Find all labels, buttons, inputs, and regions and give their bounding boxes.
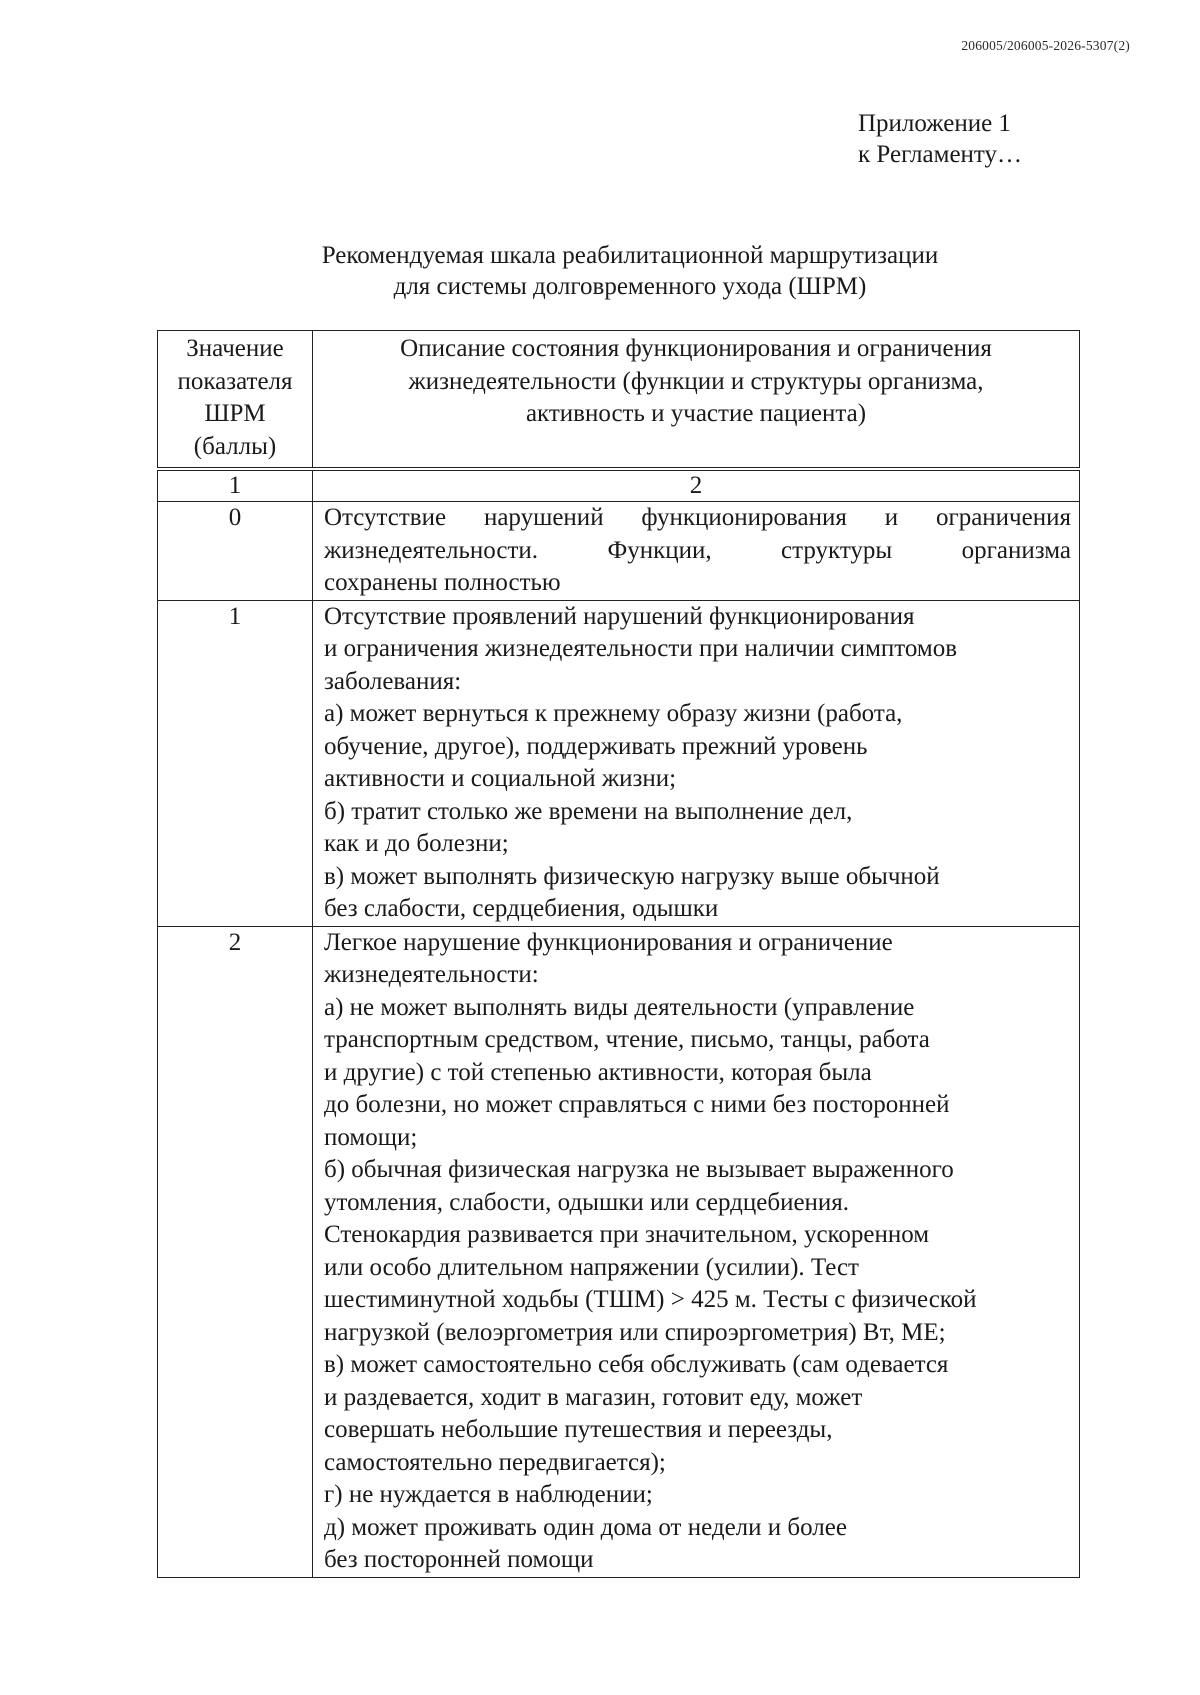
score-cell: 2 — [158, 926, 313, 1577]
description-line: б) тратит столько же времени на выполнение дел, — [324, 797, 853, 825]
description-line: и раздевается, ходит в магазин, готовит еду, может — [324, 1383, 863, 1411]
description-line: без слабости, сердцебиения, одышки — [324, 895, 719, 922]
header-score-line: показателя — [177, 367, 293, 395]
description-line: а) может вернуться к прежнему образу жизни (работа, — [324, 700, 903, 727]
description-line: как и до болезни; — [324, 830, 509, 857]
description-line: б) обычная физическая нагрузка не вызывает выраженного — [324, 1156, 954, 1183]
description-line: жизнедеятельности: — [324, 961, 539, 988]
score-cell: 0 — [158, 502, 313, 601]
column-number: 1 — [158, 469, 313, 502]
description-line: совершать небольшие путешествия и переезды, — [324, 1416, 833, 1443]
description-line: жизнедеятельности. Функции, структуры организма — [324, 536, 1071, 564]
description-line: Легкое нарушение функционирования и ограничение — [324, 928, 893, 956]
description-line: самостоятельно передвигается); — [324, 1448, 666, 1476]
description-cell — [313, 926, 1080, 1577]
header-description-line: Описание состояния функционирования и ограничения — [400, 335, 992, 362]
description-line: утомления, слабости, одышки или сердцебиения. — [324, 1188, 850, 1216]
table-row — [158, 502, 1080, 601]
description-line: и ограничения жизнедеятельности при наличии симптомов — [324, 635, 958, 662]
description-line: сохранены полностью — [324, 569, 561, 596]
description-line: в) может выполнять физическую нагрузку выше обычной — [324, 862, 940, 890]
description-line: в) может самостоятельно себя обслуживать (сам одевается — [324, 1351, 949, 1378]
description-line: транспортным средством, чтение, письмо, танцы, работа — [324, 1026, 930, 1053]
header-score-line: (баллы) — [193, 432, 277, 460]
description-cell — [313, 600, 1080, 926]
description-line: Стенокардия развивается при значительном, ускоренном — [324, 1221, 930, 1248]
table-header-row — [158, 331, 1080, 470]
document-title — [0, 240, 1200, 302]
description-line: шестиминутной ходьбы (ТШМ) > 425 м. Тесты с физической — [324, 1286, 977, 1313]
header-description-cell — [313, 331, 1080, 470]
table-row — [158, 926, 1080, 1577]
description-line: без посторонней помощи — [324, 1546, 594, 1573]
column-number: 2 — [313, 469, 1080, 502]
table-row — [158, 600, 1080, 926]
description-line: а) не может выполнять виды деятельности (управление — [324, 993, 915, 1021]
header-score-cell — [158, 331, 313, 470]
header-description-line: жизнедеятельности (функции и структуры организма, — [408, 367, 984, 395]
document-id: 206005/206005-2026-5307(2) — [961, 38, 1130, 53]
description-line: заболевания: — [324, 667, 462, 695]
description-line: обучение, другое), поддерживать прежний уровень — [324, 732, 868, 760]
column-number-row — [158, 469, 1080, 502]
title-line-2: для системы долговременного ухода (ШРМ) — [393, 273, 867, 300]
description-line: д) может проживать один дома от недели и более — [324, 1513, 847, 1541]
description-line: помощи; — [324, 1123, 418, 1151]
description-line: г) не нуждается в наблюдении; — [324, 1481, 653, 1508]
appendix-reference — [858, 108, 1022, 170]
description-line: или особо длительном напряжении (усилии). Тест — [324, 1253, 859, 1281]
description-cell — [313, 502, 1080, 601]
appendix-line-2: к Регламенту… — [858, 141, 1023, 168]
description-line: активности и социальной жизни; — [324, 765, 677, 792]
description-line: нагрузкой (велоэргометрия или спироэргометрия) Вт, МЕ; — [324, 1318, 946, 1346]
title-line-1: Рекомендуемая шкала реабилитационной маршрутизации — [321, 242, 939, 269]
description-line: Отсутствие нарушений функционирования и ограничения — [324, 504, 1071, 531]
description-line: и другие) с той степенью активности, которая была — [324, 1058, 872, 1086]
header-description-line: активность и участие пациента) — [525, 400, 867, 427]
appendix-line-1: Приложение 1 — [858, 110, 1011, 137]
rehabilitation-scale-table — [157, 330, 1080, 1578]
header-score-line: ШРМ — [204, 400, 266, 427]
header-score-line: Значение — [186, 335, 284, 362]
description-line: Отсутствие проявлений нарушений функционирования — [324, 602, 915, 630]
description-line: до болезни, но может справляться с ними без посторонней — [324, 1091, 950, 1118]
score-cell: 1 — [158, 600, 313, 926]
